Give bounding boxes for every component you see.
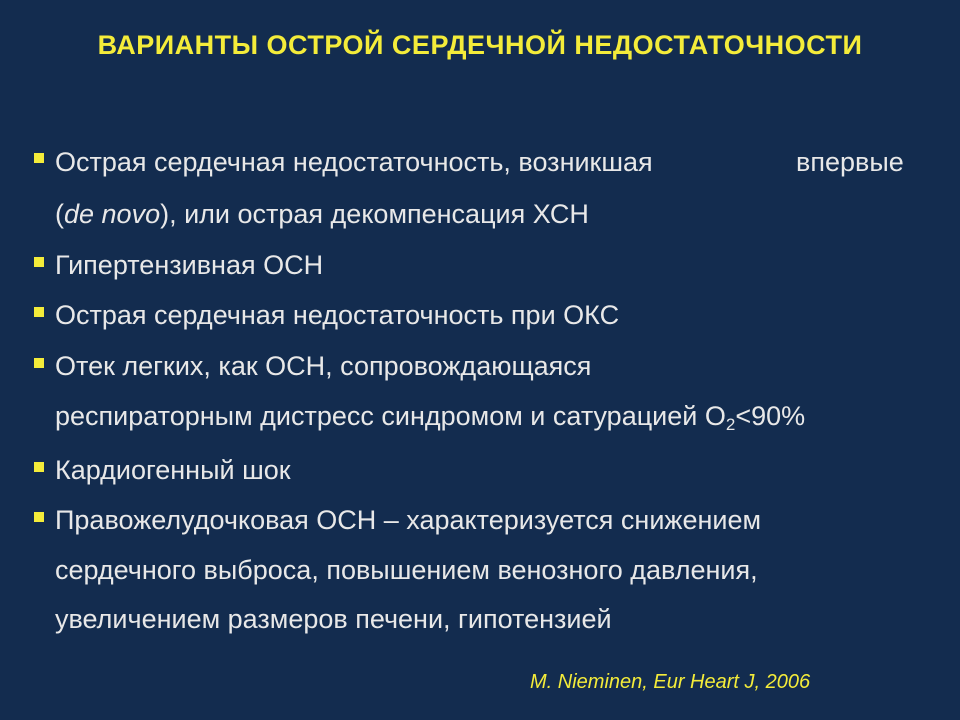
list-item-line: Кардиогенный шок — [55, 455, 291, 485]
list-item-line — [55, 400, 805, 432]
text-fragment: ), или острая декомпенсация ХСН — [160, 199, 589, 229]
list-item-line — [55, 198, 589, 230]
bullet-marker — [34, 307, 44, 317]
bullet-marker — [34, 358, 44, 368]
list-item-line: сердечного выброса, повышением венозного давления, — [55, 555, 758, 585]
list-item-line: Гипертензивная ОСН — [55, 250, 324, 280]
list-item-line: впервые — [796, 147, 904, 177]
subscript: 2 — [725, 415, 736, 434]
bullet-marker — [34, 257, 44, 267]
citation: M. Nieminen, Eur Heart J, 2006 — [530, 671, 811, 693]
list-item-line: Острая сердечная недостаточность, возникшая — [55, 147, 653, 177]
text-fragment: респираторным дистресс синдромом и сатурацией О — [55, 401, 726, 431]
bullet-marker — [34, 462, 44, 472]
italic-text: de novo — [64, 199, 161, 229]
list-item-line: Правожелудочковая ОСН – характеризуется снижением — [55, 505, 762, 535]
bullet-marker — [34, 512, 44, 522]
bullet-marker — [34, 153, 44, 163]
text-fragment: <90% — [735, 401, 806, 431]
text-fragment: ( — [55, 199, 64, 229]
list-item-line: увеличением размеров печени, гипотензией — [55, 604, 612, 634]
list-item-line: Отек легких, как ОСН, сопровождающаяся — [55, 351, 592, 381]
list-item-line: Острая сердечная недостаточность при ОКС — [55, 300, 620, 330]
slide-title: ВАРИАНТЫ ОСТРОЙ СЕРДЕЧНОЙ НЕДОСТАТОЧНОСТИ — [97, 30, 863, 60]
